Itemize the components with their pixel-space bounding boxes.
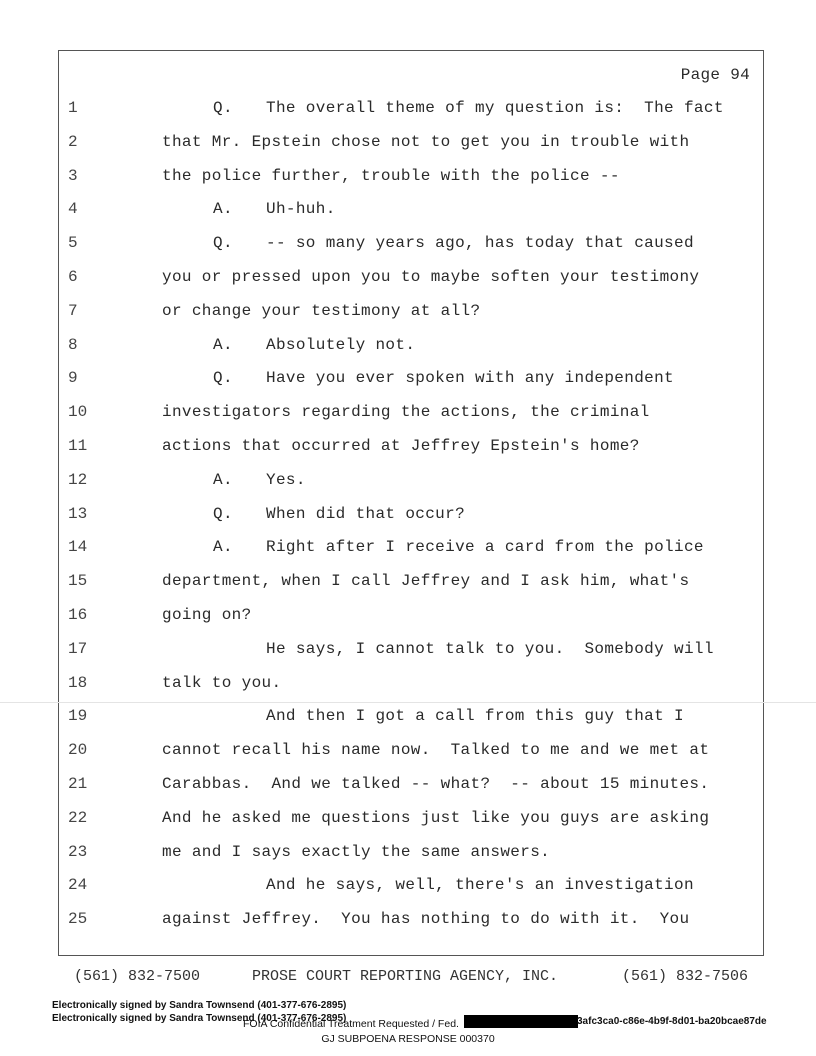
transcript-line (0, 260, 816, 294)
line-number: 7 (68, 301, 78, 320)
testimony-text: or change your testimony at all? (162, 301, 481, 320)
line-text (162, 767, 709, 801)
transcript-line (0, 564, 816, 598)
line-number: 19 (68, 707, 88, 726)
testimony-text: department, when I call Jeffrey and I ask him, what's (162, 572, 690, 591)
speaker-marker: Q. (213, 234, 233, 253)
testimony-text: that Mr. Epstein chose not to get you in trouble with (162, 132, 690, 151)
transcript-line (0, 91, 816, 125)
document-hash: 3afc3ca0-c86e-4b9f-8d01-ba20bcae87de (577, 1016, 767, 1027)
line-text (162, 801, 709, 835)
speaker-marker: A. (213, 470, 233, 489)
line-text (162, 598, 252, 632)
testimony-text: me and I says exactly the same answers. (162, 842, 551, 861)
transcript-line (0, 328, 816, 362)
line-text (162, 902, 689, 936)
testimony-text: The overall theme of my question is: The fact (266, 99, 724, 117)
foia-notice: FOIA Confidential Treatment Requested / Fed. (243, 1018, 459, 1030)
line-number: 5 (68, 234, 78, 253)
testimony-text: Yes. (266, 470, 306, 489)
line-text (162, 429, 640, 463)
speaker-marker: A. (213, 200, 233, 219)
line-text (213, 91, 724, 125)
bates-number: GJ SUBPOENA RESPONSE 000370 (321, 1033, 495, 1045)
electronic-signature-line-2: Electronically signed by Sandra Townsend (401-377-676-2895) (52, 1013, 347, 1024)
line-text (162, 125, 689, 159)
line-number: 15 (68, 572, 88, 591)
line-number: 24 (68, 876, 88, 895)
line-text (213, 328, 415, 362)
line-text (162, 835, 550, 869)
testimony-text: Right after I receive a card from the police (266, 538, 704, 557)
testimony-text: the police further, trouble with the police -- (162, 166, 620, 185)
transcript-line (0, 192, 816, 226)
testimony-text: talk to you. (162, 673, 282, 692)
transcript-line (0, 530, 816, 564)
line-number: 21 (68, 775, 88, 793)
line-text (213, 463, 306, 497)
speaker-marker: Q. (213, 99, 233, 117)
transcript-line (0, 699, 816, 733)
line-number: 2 (68, 132, 78, 151)
footer-agency-name: PROSE COURT REPORTING AGENCY, INC. (252, 968, 559, 985)
testimony-text: investigators regarding the actions, the criminal (162, 403, 650, 422)
transcript-line (0, 666, 816, 700)
line-number: 12 (68, 470, 88, 489)
line-number: 11 (68, 437, 88, 455)
testimony-text: against Jeffrey. You has nothing to do with it. You (162, 910, 690, 929)
speaker-marker: A. (213, 335, 233, 354)
testimony-text: When did that occur? (266, 504, 466, 523)
transcript-line (0, 463, 816, 497)
testimony-text: Absolutely not. (266, 335, 416, 354)
transcript-line (0, 835, 816, 869)
transcript-line (0, 767, 816, 801)
line-number: 23 (68, 842, 88, 861)
electronic-signature-line-1: Electronically signed by Sandra Townsend (401-377-676-2895) (52, 1000, 347, 1011)
testimony-text: -- so many years ago, has today that caused (266, 234, 694, 253)
line-number: 3 (68, 166, 78, 185)
transcript-line (0, 361, 816, 395)
line-number: 9 (68, 369, 78, 388)
line-text (162, 733, 709, 767)
line-text (266, 632, 714, 666)
testimony-text: He says, I cannot talk to you. Somebody will (266, 639, 714, 658)
line-text (213, 361, 674, 395)
line-text (162, 294, 480, 328)
line-number: 6 (68, 268, 78, 286)
transcript-line (0, 868, 816, 902)
transcript-line (0, 395, 816, 429)
transcript-line (0, 294, 816, 328)
line-text (266, 699, 684, 733)
line-text (162, 395, 650, 429)
footer-phone-left: (561) 832-7500 (74, 968, 201, 985)
line-number: 17 (68, 639, 88, 658)
testimony-text: cannot recall his name now. Talked to me and we met at (162, 741, 710, 760)
speaker-marker: A. (213, 538, 233, 557)
line-number: 20 (68, 741, 88, 760)
line-number: 8 (68, 335, 78, 354)
transcript-line (0, 429, 816, 463)
line-text (213, 192, 336, 226)
testimony-text: actions that occurred at Jeffrey Epstein's home? (162, 437, 640, 455)
speaker-marker: Q. (213, 369, 233, 388)
line-text (213, 530, 704, 564)
transcript-line (0, 226, 816, 260)
transcript-line (0, 902, 816, 936)
line-text (162, 666, 281, 700)
line-number: 14 (68, 538, 88, 557)
line-number: 1 (68, 99, 78, 117)
line-text (213, 497, 465, 531)
transcript-line (0, 801, 816, 835)
line-number: 18 (68, 673, 88, 692)
testimony-text: And then I got a call from this guy that I (266, 707, 684, 726)
testimony-text: And he says, well, there's an investigation (266, 876, 694, 895)
line-number: 25 (68, 910, 88, 929)
line-text (162, 564, 689, 598)
scan-artifact-line (0, 702, 816, 703)
line-number: 10 (68, 403, 88, 422)
footer-phone-right: (561) 832-7506 (622, 968, 749, 985)
transcript-line (0, 598, 816, 632)
page-number: Page 94 (680, 66, 750, 84)
testimony-text: Have you ever spoken with any independent (266, 369, 675, 388)
transcript-line (0, 733, 816, 767)
line-text (162, 159, 620, 193)
transcript-line (0, 632, 816, 666)
line-number: 22 (68, 808, 88, 827)
line-number: 4 (68, 200, 78, 219)
line-text (266, 868, 694, 902)
transcript-line (0, 497, 816, 531)
transcript-line (0, 125, 816, 159)
speaker-marker: Q. (213, 504, 233, 523)
redaction-bar (464, 1015, 578, 1028)
testimony-text: going on? (162, 606, 252, 624)
testimony-text: Uh-huh. (266, 200, 336, 219)
testimony-text: you or pressed upon you to maybe soften your testimony (162, 268, 700, 286)
line-text (162, 260, 699, 294)
testimony-text: Carabbas. And we talked -- what? -- about 15 minutes. (162, 775, 710, 793)
line-number: 13 (68, 504, 88, 523)
line-text (213, 226, 694, 260)
testimony-text: And he asked me questions just like you guys are asking (162, 808, 710, 827)
transcript-line (0, 159, 816, 193)
line-number: 16 (68, 606, 88, 624)
